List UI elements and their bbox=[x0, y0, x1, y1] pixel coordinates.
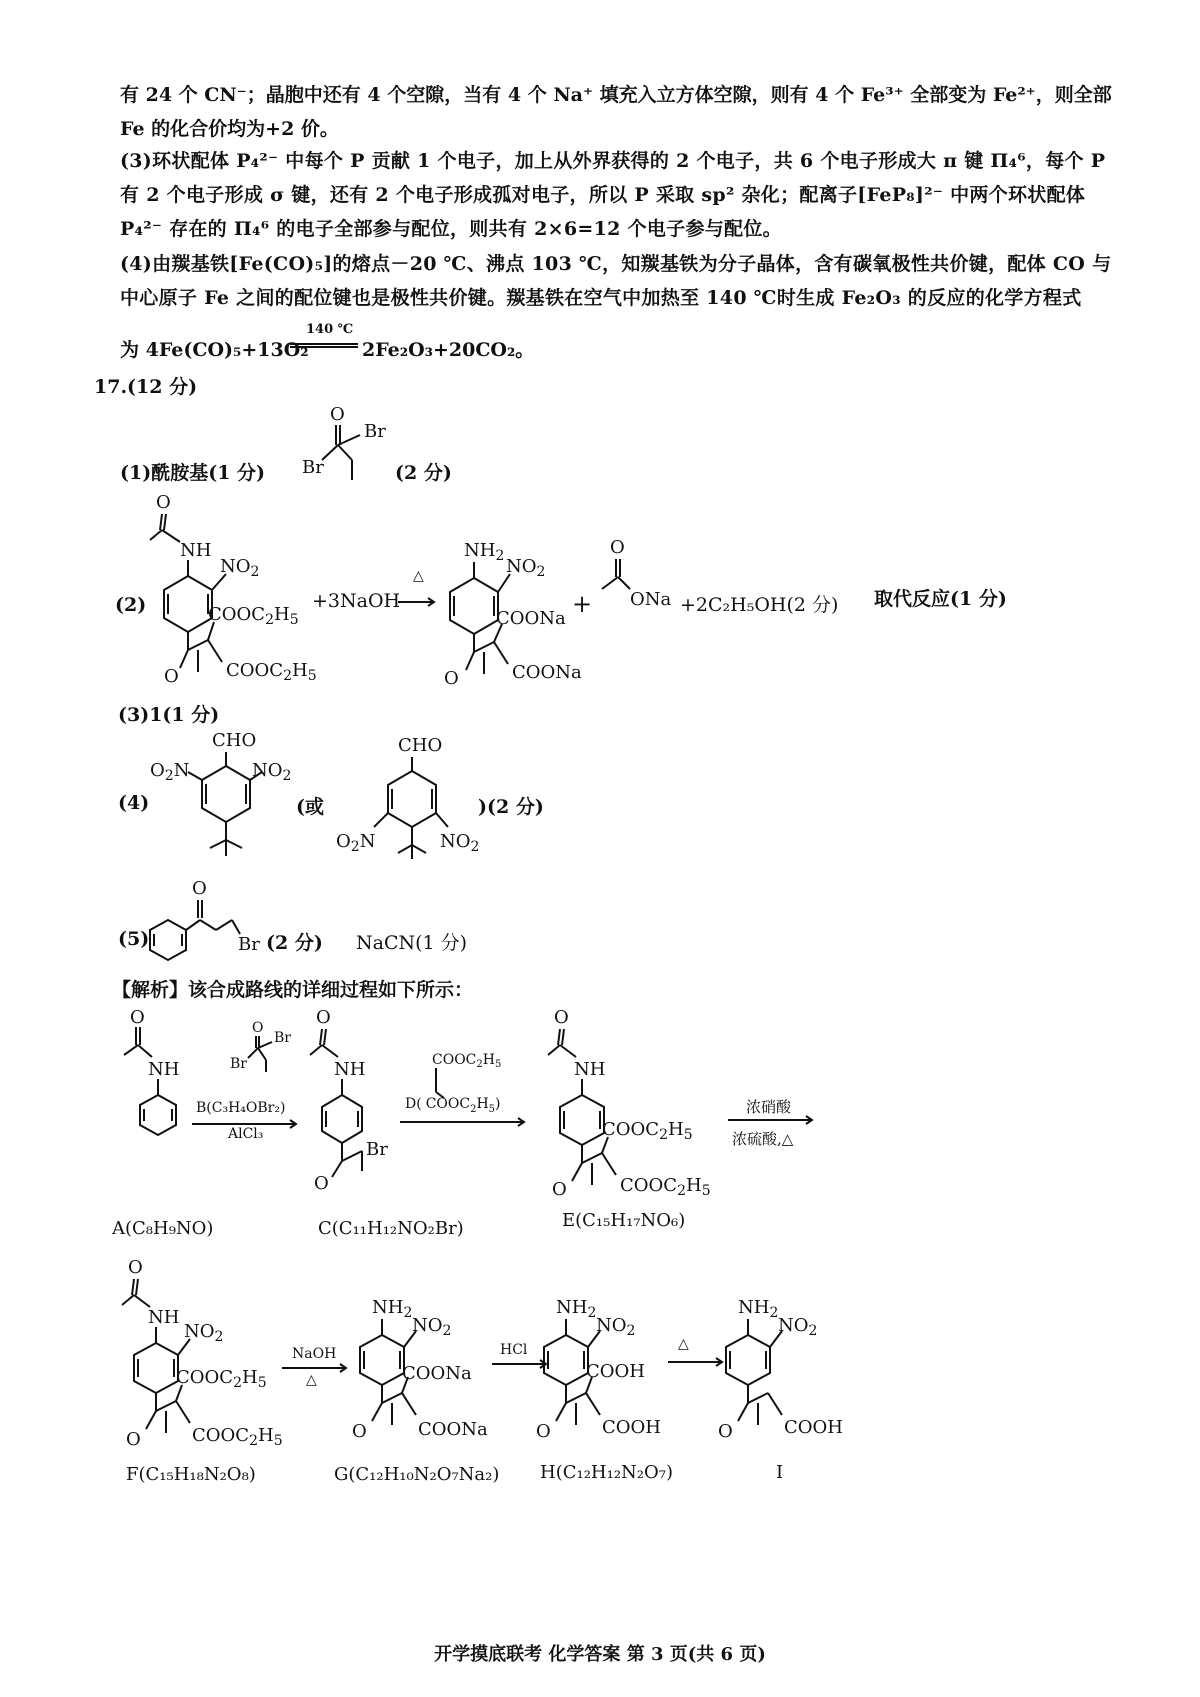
svg-text:Br: Br bbox=[274, 1030, 291, 1046]
svg-text:NH2: $NH_2$ bbox=[738, 1297, 779, 1321]
q16-part3: (3)环状配体 P₄²⁻ 中每个 P 贡献 1 个电子，加上从外界获得的 2 个电子，共 6 个电子形成大 π 键 Π₄⁶，每个 P 有 2 个电子形成 σ 键，还有 2 个电子形成孤对电子，所以 P 采取 sp² 杂化；配离子[FeP₈]²⁻ 中两个环状配体 P₄²⁻ 存在的 Π₄⁶ 的电子全部参与配位，则共有 2×6=12 个电子参与配位。 bbox=[120, 150, 1106, 240]
svg-text:O: O bbox=[156, 492, 171, 513]
compound-I-structure bbox=[718, 1295, 868, 1465]
q17-a4-score: )(2 分) bbox=[478, 796, 544, 818]
delta-label-2: △ bbox=[678, 1336, 689, 1352]
q16-equation-condition: 140 ℃ bbox=[306, 322, 354, 337]
svg-text:ONa: ONa bbox=[630, 589, 672, 610]
svg-text:NO2: $NO_2$ bbox=[220, 556, 260, 580]
svg-text:NO2: $NO_2$ bbox=[184, 1321, 224, 1345]
equation-arrow bbox=[290, 340, 360, 350]
svg-text:O: O bbox=[128, 1257, 143, 1278]
q17-a5-label: (5) bbox=[118, 928, 150, 950]
svg-text:COONa: COONa bbox=[402, 1363, 472, 1384]
svg-text:NO2: $NO_2$ bbox=[596, 1315, 636, 1339]
reaction-arrow bbox=[398, 596, 438, 608]
svg-text:NH: NH bbox=[180, 540, 212, 561]
bromopropiophenone-structure bbox=[148, 878, 278, 968]
svg-text:COOC2H5: $COOC_2H_5$ bbox=[192, 1425, 283, 1449]
q17-a2-tail: +2C₂H₅OH(2 分) bbox=[680, 594, 839, 616]
hcl-label: HCl bbox=[500, 1342, 528, 1358]
q17-a5-score: (2 分) bbox=[266, 932, 323, 954]
svg-text:COOC2H5: $COOC_2H_5$ bbox=[432, 1052, 502, 1070]
svg-text:NH: NH bbox=[148, 1059, 180, 1080]
q16-line2: Fe 的化合价均为+2 价。 bbox=[120, 118, 339, 140]
svg-text:O: O bbox=[352, 1421, 367, 1442]
q16-equation-left: 为 4Fe(CO)₅+13O₂ bbox=[120, 339, 309, 361]
svg-text:O2N: $O_2N$ bbox=[336, 831, 376, 855]
naoh-label: NaOH bbox=[292, 1346, 337, 1362]
svg-text:O: O bbox=[316, 1007, 331, 1028]
svg-text:NH2: $NH_2$ bbox=[372, 1297, 413, 1321]
svg-text:O: O bbox=[444, 668, 459, 689]
svg-text:COONa: COONa bbox=[512, 662, 582, 683]
svg-text:O: O bbox=[164, 666, 179, 687]
aldehyde-isomer-1 bbox=[150, 730, 300, 860]
svg-text:Br: Br bbox=[364, 421, 386, 442]
svg-text:NH: NH bbox=[574, 1059, 606, 1080]
svg-text:NO2: $NO_2$ bbox=[252, 760, 292, 784]
svg-text:NO2: $NO_2$ bbox=[778, 1315, 818, 1339]
svg-text:NO2: $NO_2$ bbox=[440, 831, 480, 855]
page-footer: 开学摸底联考 化学答案 第 3 页(共 6 页) bbox=[434, 1644, 766, 1665]
delta-label-1: △ bbox=[306, 1372, 317, 1388]
q17-a2-plus: + bbox=[572, 590, 593, 618]
svg-text:COOC2H5: $COOC_2H_5$ bbox=[176, 1367, 267, 1391]
sodium-acetate-structure bbox=[600, 535, 680, 610]
compound-F-structure bbox=[150, 490, 330, 690]
q17-a1: (1)酰胺基(1 分) bbox=[120, 462, 266, 484]
q17-a4-label: (4) bbox=[118, 792, 150, 814]
svg-text:NO2: $NO_2$ bbox=[506, 556, 546, 580]
dibromopropanoyl-structure bbox=[300, 405, 410, 485]
q17-header: 17.(12 分) bbox=[94, 376, 198, 398]
sulfuric-acid-label: 浓硫酸,△ bbox=[732, 1130, 794, 1148]
compound-C-structure bbox=[310, 1005, 420, 1195]
svg-text:COOC2H5: $COOC_2H_5$ bbox=[226, 660, 317, 684]
compound-F-label: F(C₁₅H₁₈N₂O₈) bbox=[126, 1464, 256, 1485]
svg-text:CHO: CHO bbox=[398, 735, 443, 756]
q17-a1-score: (2 分) bbox=[395, 462, 452, 484]
svg-text:O: O bbox=[314, 1173, 329, 1194]
svg-text:NO2: $NO_2$ bbox=[412, 1315, 452, 1339]
svg-text:COOH: COOH bbox=[602, 1417, 661, 1438]
q17-a2-condition: △ bbox=[413, 568, 424, 584]
arrow-C-to-E bbox=[400, 1116, 530, 1128]
svg-text:Br: Br bbox=[238, 934, 260, 955]
compound-E-structure bbox=[540, 1005, 730, 1205]
q17-a3: (3)1(1 分) bbox=[118, 704, 220, 726]
svg-text:O: O bbox=[252, 1020, 264, 1036]
aldehyde-isomer-2 bbox=[336, 735, 496, 875]
svg-text:O: O bbox=[126, 1429, 141, 1450]
compound-A-label: A(C₈H₉NO) bbox=[112, 1218, 214, 1239]
svg-text:NH: NH bbox=[334, 1059, 366, 1080]
q17-a2-reagent: +3NaOH bbox=[312, 590, 401, 612]
compound-A-structure bbox=[118, 1005, 198, 1145]
reagent-D-prefix: D( bbox=[405, 1096, 422, 1112]
analysis-heading: 【解析】该合成路线的详细过程如下所示： bbox=[112, 979, 474, 1001]
compound-I-label: I bbox=[776, 1462, 784, 1483]
svg-text:Br: Br bbox=[230, 1056, 247, 1072]
svg-text:O: O bbox=[536, 1421, 551, 1442]
catalyst-AlCl3: AlCl₃ bbox=[228, 1126, 264, 1142]
q17-a2-type: 取代反应(1 分) bbox=[874, 588, 1007, 610]
compound-G-structure-2 bbox=[352, 1295, 512, 1465]
q16-equation-right: 2Fe₂O₃+20CO₂。 bbox=[362, 339, 535, 361]
svg-text:COONa: COONa bbox=[496, 608, 566, 629]
svg-text:Br: Br bbox=[366, 1139, 388, 1160]
reagent-B-structure bbox=[228, 1020, 318, 1080]
svg-text:O: O bbox=[552, 1179, 567, 1200]
svg-text:COOH: COOH bbox=[586, 1361, 645, 1382]
svg-text:O: O bbox=[718, 1421, 733, 1442]
svg-text:NH: NH bbox=[148, 1307, 180, 1328]
svg-text:O: O bbox=[130, 1007, 145, 1028]
svg-text:O: O bbox=[192, 878, 207, 899]
compound-C-label: C(C₁₁H₁₂NO₂Br) bbox=[318, 1218, 464, 1239]
reagent-D-suffix: ) bbox=[495, 1096, 501, 1112]
compound-E-label: E(C₁₅H₁₇NO₆) bbox=[562, 1210, 686, 1231]
svg-text:O2N: $O_2N$ bbox=[150, 760, 190, 784]
compound-H-structure bbox=[536, 1295, 686, 1465]
svg-text:COOC2H5: $COOC_2H_5$ bbox=[208, 604, 299, 628]
svg-text:Br: Br bbox=[302, 457, 324, 478]
reagent-D-label: D( $COOC_2H_5$) bbox=[405, 1096, 501, 1115]
compound-H-label: H(C₁₂H₁₂N₂O₇) bbox=[540, 1462, 674, 1483]
nitric-acid-label: 浓硝酸 bbox=[746, 1098, 792, 1116]
svg-text:NH2: $NH_2$ bbox=[556, 1297, 597, 1321]
q17-a2-label: (2) bbox=[115, 594, 147, 616]
reagent-B-label: B(C₃H₄OBr₂) bbox=[196, 1100, 286, 1116]
svg-text:COOC2H5: $COOC_2H_5$ bbox=[620, 1175, 711, 1199]
svg-text:COOH: COOH bbox=[784, 1417, 843, 1438]
svg-text:COOC2H5: $COOC_2H_5$ bbox=[602, 1119, 693, 1143]
svg-text:CHO: CHO bbox=[212, 730, 257, 751]
q16-line1: 有 24 个 CN⁻；晶胞中还有 4 个空隙，当有 4 个 Na⁺ 填充入立方体空隙，则有 4 个 Fe³⁺ 全部变为 Fe²⁺，则全部 bbox=[120, 84, 1112, 106]
q17-a4-or: (或 bbox=[296, 796, 324, 818]
compound-F-structure-2 bbox=[118, 1255, 308, 1455]
arrow-E-to-F bbox=[728, 1114, 818, 1126]
q17-a5-reagent: NaCN(1 分) bbox=[356, 932, 468, 954]
svg-text:NH2: $NH_2$ bbox=[464, 540, 505, 564]
svg-text:O: O bbox=[554, 1007, 569, 1028]
q16-part4: (4)由羰基铁[Fe(CO)₅]的熔点－20 ℃、沸点 103 ℃，知羰基铁为分子晶体，含有碳氧极性共价键，配体 CO 与中心原子 Fe 之间的配位键也是极性共价键。羰基铁在空气中加热至 140 ℃时生成 Fe₂O₃ 的反应的化学方程式 bbox=[120, 253, 1112, 309]
svg-text:O: O bbox=[330, 404, 345, 425]
svg-text:O: O bbox=[610, 537, 625, 558]
svg-text:COONa: COONa bbox=[418, 1419, 488, 1440]
compound-G-label: G(C₁₂H₁₀N₂O₇Na₂) bbox=[334, 1464, 500, 1485]
arrow-F-to-G bbox=[282, 1362, 352, 1374]
